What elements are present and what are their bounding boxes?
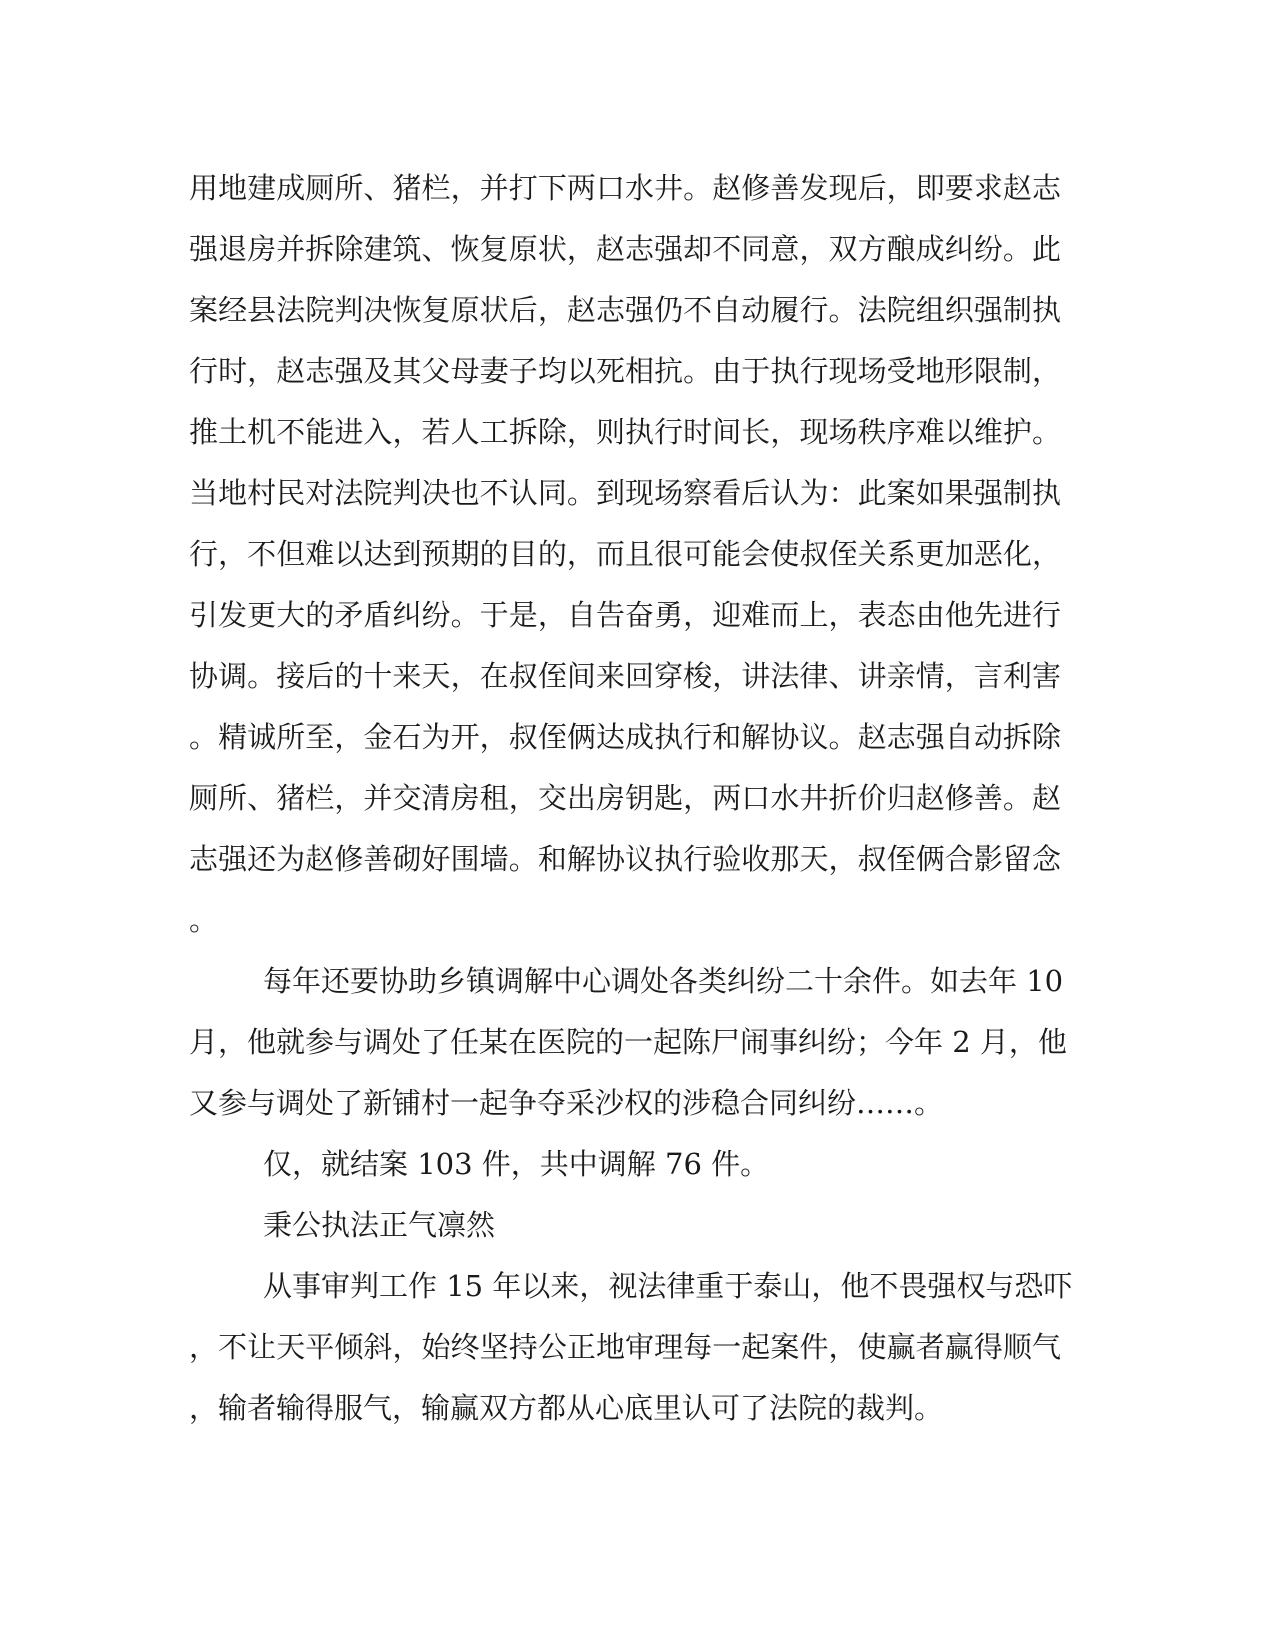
paragraph-line: 案经县法院判决恢复原状后，赵志强仍不自动履行。法院组织强制执 bbox=[189, 293, 1061, 327]
paragraph-line: 引发更大的矛盾纠纷。于是，自告奋勇，迎难而上，表态由他先进行 bbox=[189, 598, 1061, 632]
paragraph-1 bbox=[189, 158, 1061, 951]
section-heading-text: 秉公执法正气凛然 bbox=[263, 1208, 496, 1242]
paragraph-3 bbox=[189, 1134, 1061, 1195]
paragraph-line: 月，他就参与调处了任某在医院的一起陈尸闹事纠纷；今年 2 月，他 bbox=[189, 1025, 1067, 1059]
paragraph-2 bbox=[189, 951, 1067, 1134]
document-body bbox=[189, 158, 1073, 1439]
paragraph-line: 用地建成厕所、猪栏，并打下两口水井。赵修善发现后，即要求赵志 bbox=[189, 171, 1061, 205]
paragraph-line: 行时，赵志强及其父母妻子均以死相抗。由于执行现场受地形限制， bbox=[189, 354, 1061, 388]
paragraph-line: 志强还为赵修善砌好围墙。和解协议执行验收那天，叔侄俩合影留念 bbox=[189, 842, 1061, 876]
paragraph-line: ，输者输得服气，输赢双方都从心底里认可了法院的裁判。 bbox=[189, 1391, 944, 1425]
paragraph-line: 从事审判工作 15 年以来，视法律重于泰山，他不畏强权与恐吓 bbox=[263, 1269, 1073, 1303]
paragraph-line: 当地村民对法院判决也不认同。到现场察看后认为：此案如果强制执 bbox=[189, 476, 1061, 510]
paragraph-line: 行，不但难以达到预期的目的，而且很可能会使叔侄关系更加恶化， bbox=[189, 537, 1061, 571]
paragraph-line: 又参与调处了新铺村一起争夺采沙权的涉稳合同纠纷……。 bbox=[189, 1086, 944, 1120]
paragraph-line: 协调。接后的十来天，在叔侄间来回穿梭，讲法律、讲亲情，言利害 bbox=[189, 659, 1061, 693]
paragraph-line: 推土机不能进入，若人工拆除，则执行时间长，现场秩序难以维护。 bbox=[189, 415, 1061, 449]
paragraph-line: 。精诚所至，金石为开，叔侄俩达成执行和解协议。赵志强自动拆除 bbox=[189, 720, 1061, 754]
paragraph-line: 每年还要协助乡镇调解中心调处各类纠纷二十余件。如去年 10 bbox=[263, 964, 1064, 998]
paragraph-line: 仅，就结案 103 件，共中调解 76 件。 bbox=[263, 1147, 770, 1181]
paragraph-line: 强退房并拆除建筑、恢复原状，赵志强却不同意，双方酿成纠纷。此 bbox=[189, 232, 1061, 266]
paragraph-line: 。 bbox=[189, 903, 219, 937]
paragraph-line: 厕所、猪栏，并交清房租，交出房钥匙，两口水井折价归赵修善。赵 bbox=[189, 781, 1061, 815]
paragraph-line: ，不让天平倾斜，始终坚持公正地审理每一起案件，使赢者赢得顺气 bbox=[189, 1330, 1061, 1364]
paragraph-4 bbox=[189, 1256, 1073, 1439]
section-heading bbox=[189, 1195, 1061, 1256]
